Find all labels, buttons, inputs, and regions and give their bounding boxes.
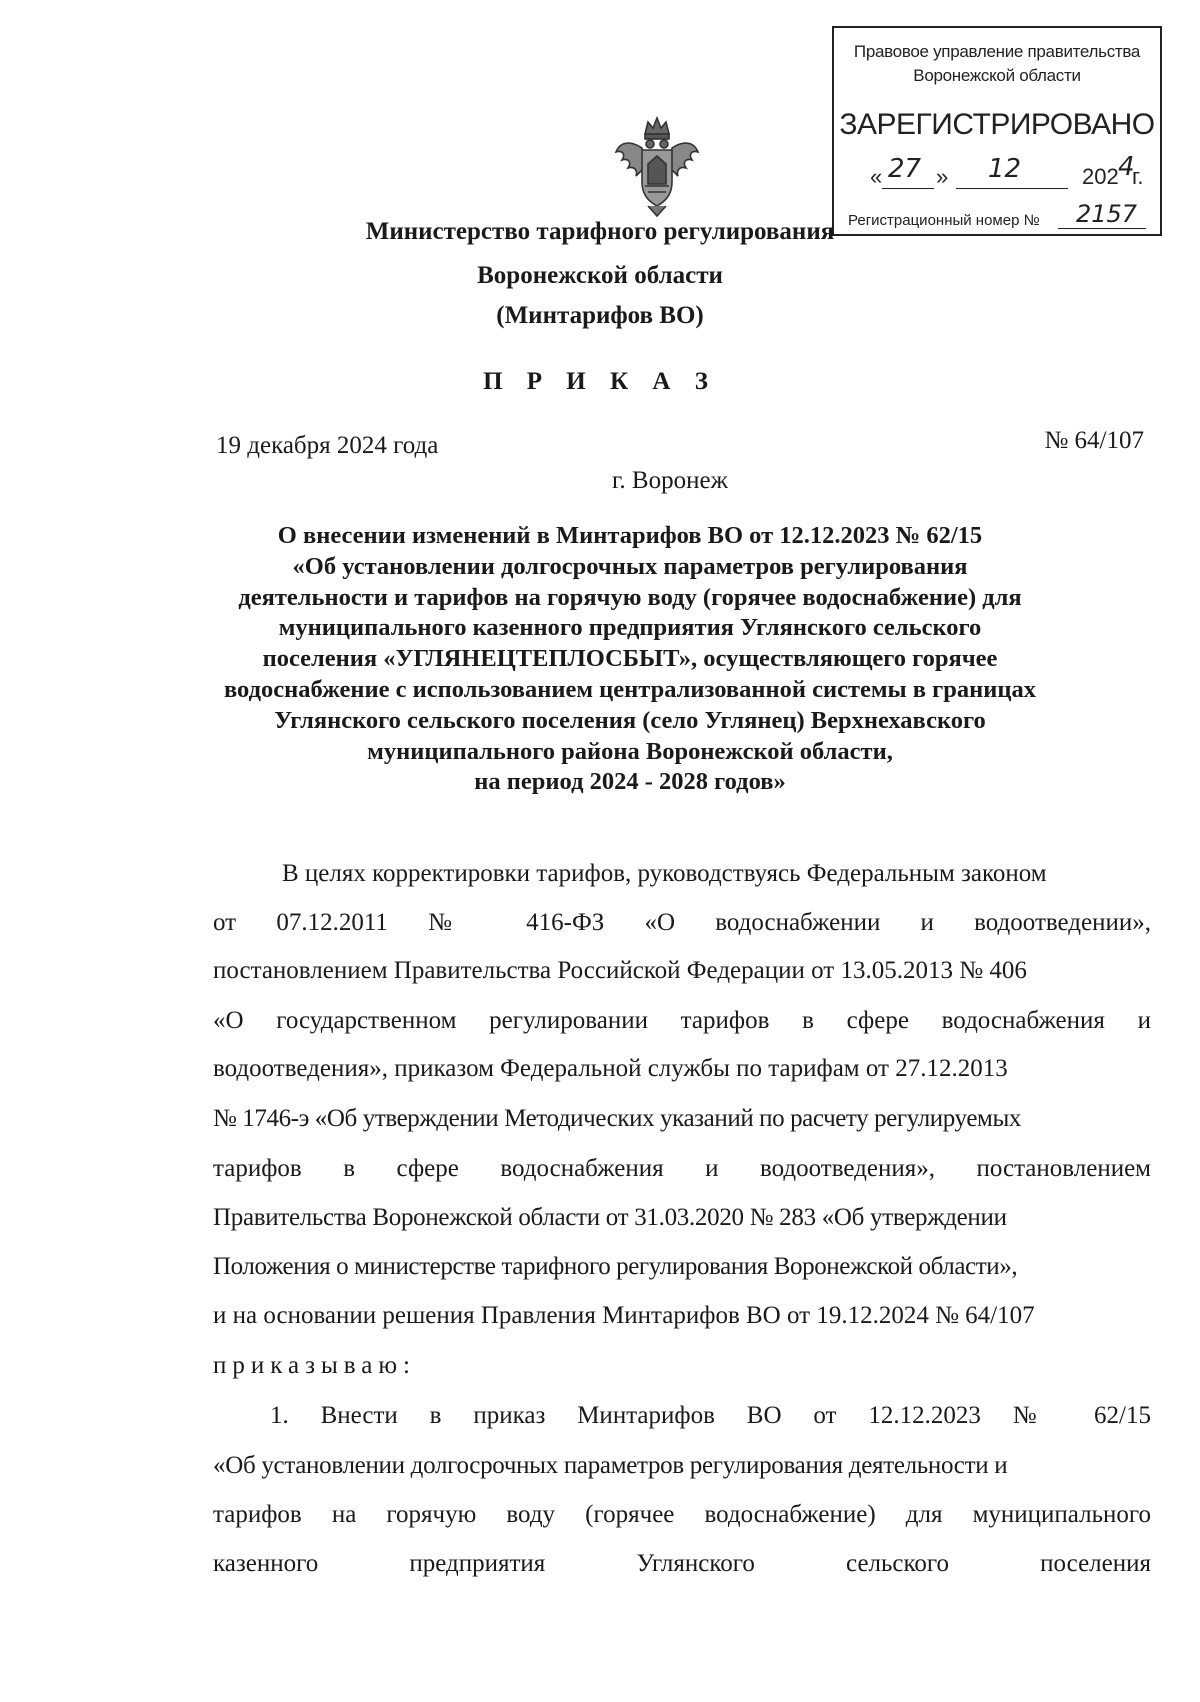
ministry-name-line1: Министерство тарифного регулирования — [365, 218, 835, 245]
stamp-reg-label: Регистрационный номер № — [848, 212, 1040, 229]
stamp-date-month-underline — [956, 188, 1068, 189]
subject-line: поселения «УГЛЯНЕЦТЕПЛОСБЫТ», осуществляющего горячее — [262, 645, 998, 673]
subject-line: деятельности и тарифов на горячую воду (горячее водоснабжение) для — [238, 583, 1022, 611]
stamp-date-year-suffix: 4 — [1118, 152, 1135, 182]
ministry-short-name: (Минтарифов ВО) — [496, 302, 704, 329]
stamp-date-open-quote: « — [870, 164, 883, 189]
stamp-org-line1: Правовое управление правительства — [853, 42, 1141, 61]
body-line-prikazyvayu: приказываю: — [213, 1352, 416, 1379]
document-subject — [190, 521, 1070, 798]
stamp-title: ЗАРЕГИСТРИРОВАНО — [839, 108, 1155, 141]
body-line: В целях корректировки тарифов, руководствуясь Федеральным законом — [282, 860, 1047, 887]
body-line: тарифов на горячую воду (горячее водоснабжение) для муниципального — [213, 1501, 1151, 1528]
body-line: Положения о министерстве тарифного регулирования Воронежской области», — [213, 1253, 1018, 1280]
subject-line: Углянского сельского поселения (село Углянец) Верхнехавского — [274, 706, 986, 734]
subject-line: О внесении изменений в Минтарифов ВО от 12.12.2023 № 62/15 — [277, 522, 983, 549]
body-line: тарифов в сфере водоснабжения и водоотведения», постановлением — [213, 1155, 1151, 1182]
subject-line: муниципального района Воронежской области, — [367, 737, 893, 765]
stamp-date — [870, 152, 1150, 194]
ministry-name-line2: Воронежской области — [477, 262, 723, 289]
stamp-reg-number: 2157 — [1076, 200, 1138, 228]
subject-line: водоснабжение с использованием централизованной системы в границах — [223, 675, 1037, 703]
stamp-date-day: 27 — [888, 154, 922, 184]
stamp-date-month: 12 — [988, 154, 1022, 184]
stamp-date-close-quote: » — [936, 164, 949, 189]
stamp-date-year-prefix: 202 — [1082, 164, 1119, 189]
body-line: Правительства Воронежской области от 31.03.2020 № 283 «Об утверждении — [213, 1204, 1007, 1231]
coat-of-arms-icon — [612, 112, 702, 218]
subject-line: муниципального казенного предприятия Углянского сельского — [278, 614, 982, 642]
stamp-date-day-underline — [882, 188, 934, 189]
document-city: г. Воронеж — [612, 467, 728, 494]
body-line: № 1746-э «Об утверждении Методических указаний по расчету регулируемых — [213, 1105, 1021, 1132]
body-line: и на основании решения Правления Минтарифов ВО от 19.12.2024 № 64/107 — [213, 1302, 1035, 1329]
body-line: 1. Внести в приказ Минтарифов ВО от 12.12.2023 № 62/15 — [270, 1402, 1151, 1429]
document-date: 19 декабря 2024 года — [216, 432, 439, 459]
body-line: водоотведения», приказом Федеральной службы по тарифам от 27.12.2013 — [213, 1055, 1008, 1082]
subject-line: на период 2024 - 2028 годов» — [474, 768, 786, 796]
stamp-date-year-letter: г. — [1132, 164, 1144, 189]
body-line: «О государственном регулировании тарифов в сфере водоснабжения и — [213, 1007, 1151, 1034]
body-line: от 07.12.2011 № 416-ФЗ «О водоснабжении и водоотведении», — [213, 909, 1151, 936]
stamp-org-line2: Воронежской области — [913, 66, 1081, 85]
body-line: постановлением Правительства Российской Федерации от 13.05.2013 № 406 — [213, 957, 1027, 984]
stamp-organization — [834, 40, 1160, 88]
body-line: «Об установлении долгосрочных параметров регулирования деятельности и — [213, 1452, 1008, 1479]
registration-stamp — [832, 26, 1162, 236]
subject-line: «Об установлении долгосрочных параметров регулирования — [292, 552, 968, 580]
document-number: № 64/107 — [1044, 427, 1144, 454]
body-line: казенного предприятия Углянского сельского поселения — [213, 1550, 1151, 1577]
document-type-title: П Р И К А З — [483, 368, 717, 395]
